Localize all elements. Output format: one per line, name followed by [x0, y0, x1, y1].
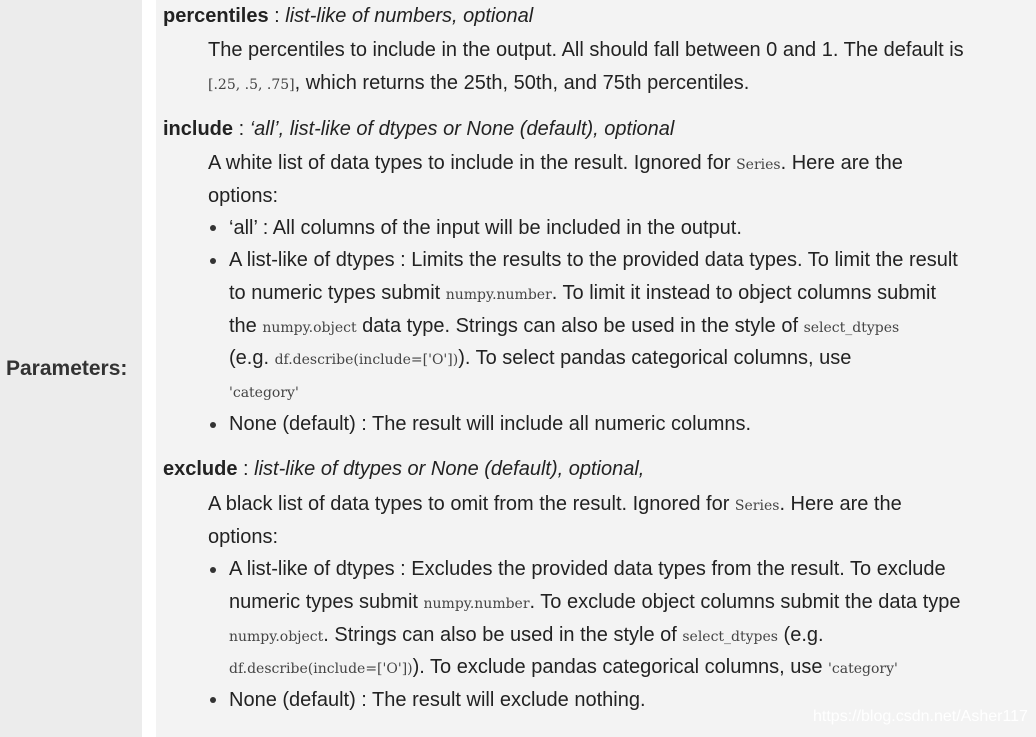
param-description: A black list of data types to omit from the result. Ignored for Series. Here are the [208, 493, 902, 515]
param-description: The percentiles to include in the output. All should fall between 0 and 1. The default is [208, 39, 964, 61]
list-item-continuation: to numeric types submit numpy.number. To limit it instead to object columns submit [229, 282, 937, 304]
list-item: ‘all’ : All columns of the input will be included in the output. [229, 217, 742, 239]
inline-code: 'category' [828, 661, 898, 677]
param-name: percentiles [163, 5, 269, 27]
param-separator: : [237, 458, 255, 480]
param-description: [.25, .5, .75], which returns the 25th, 50th, and 75th percentiles. [208, 72, 750, 94]
inline-code: numpy.number [445, 287, 552, 303]
param-name: exclude [163, 458, 238, 480]
inline-code: numpy.number [423, 596, 530, 612]
list-item-continuation: df.describe(include=['O'])). To exclude pandas categorical columns, use 'category' [229, 656, 898, 678]
param-type: list-like of dtypes or None (default), optional, [254, 458, 645, 480]
inline-code: select_dtypes [803, 320, 900, 336]
param-name: include [163, 118, 234, 140]
param-description: options: [208, 185, 279, 207]
list-item: None (default) : The result will exclude nothing. [229, 689, 646, 711]
inline-code: select_dtypes [682, 629, 778, 645]
param-description: A white list of data types to include in the result. Ignored for Series. Here are the [208, 152, 903, 174]
list-item: A list-like of dtypes : Limits the results to the provided data types. To limit the result [229, 249, 958, 271]
inline-code: numpy.object [229, 629, 324, 645]
list-item-continuation [229, 377, 299, 407]
list-item: None (default) : The result will include all numeric columns. [229, 413, 752, 435]
inline-code: df.describe(include=['O']) [274, 352, 459, 368]
list-item-continuation: numpy.object. Strings can also be used in the style of select_dtypes (e.g. [229, 624, 824, 646]
param-percentiles-header [163, 2, 533, 30]
inline-code: Series [736, 157, 781, 173]
bullet-icon [210, 697, 216, 703]
bullet-icon [210, 258, 216, 264]
inline-code: df.describe(include=['O']) [229, 661, 413, 677]
parameters-label: Parameters: [6, 357, 128, 380]
inline-code: numpy.object [262, 320, 357, 336]
list-item: A list-like of dtypes : Excludes the provided data types from the result. To exclude [229, 558, 946, 580]
column-divider [142, 0, 156, 737]
param-separator: : [233, 118, 250, 140]
inline-code: 'category' [229, 385, 299, 401]
list-item-continuation: the numpy.object data type. Strings can also be used in the style of select_dtypes [229, 315, 900, 337]
param-separator: : [268, 5, 286, 27]
param-type: ‘all’, list-like of dtypes or None (default), optional [249, 118, 675, 140]
param-description: options: [208, 526, 279, 548]
param-exclude-header [163, 455, 644, 483]
bullet-icon [210, 567, 216, 573]
param-type: list-like of numbers, optional [285, 5, 534, 27]
param-include-header [163, 115, 674, 143]
parameters-content [156, 0, 1036, 737]
bullet-icon [210, 225, 216, 231]
list-item-continuation: (e.g. df.describe(include=['O'])). To select pandas categorical columns, use [229, 347, 852, 369]
parameters-sidebar [0, 0, 142, 737]
watermark-text: https://blog.csdn.net/Asher117 [813, 708, 1028, 725]
inline-code: [.25, .5, .75] [208, 77, 295, 93]
inline-code: Series [734, 498, 780, 514]
list-item-continuation: numeric types submit numpy.number. To exclude object columns submit the data type [229, 591, 961, 613]
bullet-icon [210, 422, 216, 428]
